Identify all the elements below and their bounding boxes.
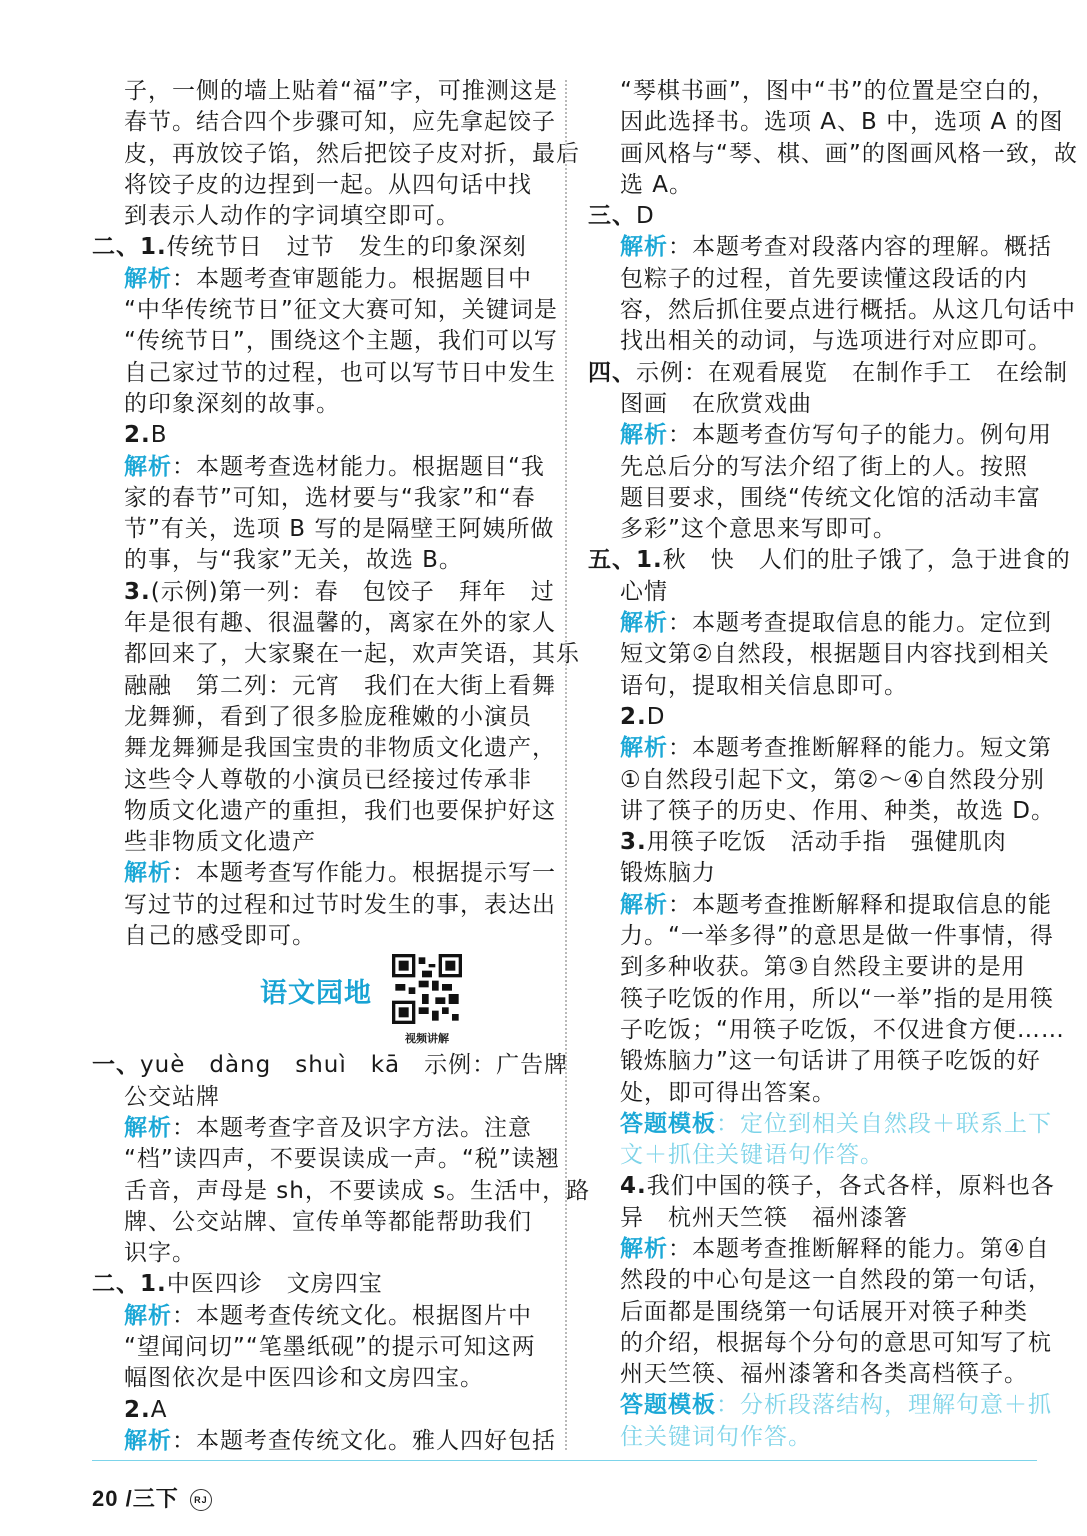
text-line [92,733,556,764]
line-text: 识字。 [124,1240,196,1267]
text-line [92,1332,542,1363]
line-text: 筷子吃饭的作用，所以“一举”指的是用筷 [620,985,1054,1012]
text-line [588,1109,1052,1140]
line-text: 州天竺筷、福州漆箸和各类高档筷子。 [620,1361,1028,1388]
text-line [92,1426,556,1457]
line-text: “档”读四声，不要误读成一声。“税”读翘 [124,1146,560,1173]
right-column [588,76,1078,1453]
analysis-label: 解析 [620,234,668,261]
text-line [92,890,556,921]
text-line [588,1265,1052,1296]
text-line [588,201,1040,232]
text-line [92,1144,560,1175]
line-text: 家的春节”可知，选材要与“我家”和“春 [124,484,536,511]
line-text: 画风格与“琴、棋、画”的图画风格一致，故 [620,140,1078,167]
text-line [92,1082,542,1113]
grade-label: /三下 [125,1486,179,1511]
text-line [588,1297,1040,1328]
line-text: 的事，与“我家”无关，故选 B。 [124,547,463,574]
line-text: 春节。结合四个步骤可知，应先拿起饺子 [124,109,556,136]
text-line [92,608,556,639]
line-text: “中华传统节日”征文大赛可知，关键词是 [124,297,558,324]
line-text: 因此选择书。选项 A、B 中，选项 A 的图 [620,109,1064,136]
line-text: ①自然段引起下文，第②～④自然段分别 [620,766,1045,793]
edition-badge: RJ [190,1489,212,1511]
line-text: ：本题考查提取信息的能力。定位到 [668,610,1052,637]
line-text: ：本题考查字音及识字方法。注意 [172,1114,532,1141]
text-line [92,765,542,796]
line-text: 题目要求，围绕“传统文化馆的活动丰富 [620,484,1041,511]
analysis-label: 解析 [124,1302,172,1329]
text-line [588,827,1040,858]
text-line [588,1422,1040,1453]
line-text: 选 A。 [620,171,694,198]
text-line [588,765,1045,796]
text-line [92,76,558,107]
text-line [92,1113,542,1144]
line-text: 多彩”这个意思来写即可。 [620,516,897,543]
line-text: “望闻问切”“笔墨纸砚”的提示可知这两 [124,1333,536,1360]
text-line [588,1171,1055,1202]
line-text: ：本题考查推断解释和提取信息的能 [668,891,1052,918]
text-line [588,1359,1040,1390]
left-column [92,76,591,1457]
line-text: 示例：在观看展览 在制作手工 在绘制 [636,359,1068,386]
text-line [588,1046,1040,1077]
text-line [92,639,580,670]
text-line [588,1078,1040,1109]
line-text: “琴棋书画”，图中“书”的位置是空白的， [620,78,1056,104]
line-text: 住关键词句作答。 [620,1423,812,1450]
line-text: ：本题考查传统文化。雅人四好包括 [172,1427,556,1454]
text-line [588,1203,1040,1234]
text-line [588,139,1078,170]
template-label: 答题模板 [620,1392,716,1419]
line-text: 舌音，声母是 sh，不要读成 s。生活中，路 [124,1177,591,1204]
text-line [92,577,555,608]
line-text: 然段的中心句是这一自然段的第一句话， [620,1267,1052,1294]
line-text: ：本题考查对段落内容的理解。概括 [668,234,1052,261]
text-line [588,264,1040,295]
text-line [92,1363,542,1394]
line-text: 年是很有趣、很温馨的，离家在外的家人 [124,610,556,637]
line-text: 节”有关，选项 B 写的是隔壁王阿姨所做 [124,516,555,543]
line-text: 语句，提取相关信息即可。 [620,672,908,699]
item-marker: 2. [620,703,647,730]
line-text: ：分析段落结构，理解句意＋抓 [716,1392,1052,1419]
line-text: 心情 [620,578,668,605]
line-text: 写过节的过程和过节时发生的事，表达出 [124,891,556,918]
line-text: 容，然后抓住要点进行概括。从这几句话中 [620,297,1076,324]
analysis-label: 解析 [620,1235,668,1262]
text-line [588,796,1056,827]
section-title: 语文园地 [260,978,372,1010]
line-text: 文＋抓住关键语句作答。 [620,1142,884,1169]
text-line [92,1050,569,1081]
text-line [588,295,1076,326]
text-line [588,483,1040,514]
text-line [588,420,1052,451]
text-line [92,827,542,858]
line-text: 些非物质文化遗产 [124,829,316,856]
line-text: 的介绍，根据每个分句的意思可知写了杭 [620,1329,1052,1356]
text-line [588,984,1054,1015]
text-line [588,107,1064,138]
text-line [92,139,580,170]
text-line [92,452,545,483]
text-line [588,326,1052,357]
line-text: 自己的感受即可。 [124,923,316,950]
text-line [92,671,556,702]
analysis-label: 解析 [124,1427,172,1454]
text-line [588,1328,1052,1359]
page-footer [92,1482,212,1513]
text-line [588,545,1071,576]
line-text: B [150,422,168,449]
item-marker: 3. [620,829,647,856]
analysis-label: 解析 [620,610,668,637]
text-line [588,389,1040,420]
text-line [588,952,1040,983]
line-text: ：本题考查推断解释的能力。短文第 [668,735,1052,762]
text-line [588,232,1052,263]
line-text: 物质文化遗产的重担，我们也要保护好这 [124,797,556,824]
line-text: 中医四诊 文房四宝 [166,1271,383,1298]
text-line [92,264,542,295]
column-divider [565,80,567,1450]
item-marker: 一、 [92,1052,140,1079]
line-text: A [150,1396,168,1423]
text-line [92,545,542,576]
text-line [92,1176,591,1207]
text-line [92,1395,542,1426]
text-line [92,921,542,952]
line-text: 秋 快 人们的肚子饿了，急于进食的 [662,547,1071,574]
line-text: 舞龙舞狮是我国宝贵的非物质文化遗产， [124,735,556,762]
qr-code-icon[interactable] [392,954,462,1024]
text-line [92,702,542,733]
text-line [92,796,556,827]
text-line [92,1269,542,1300]
line-text: 用筷子吃饭 活动手指 强健肌肉 [646,829,1007,856]
line-text: 我们中国的筷子，各式各样，原料也各 [646,1173,1055,1200]
text-line [92,201,542,232]
text-line [588,858,1040,889]
line-text: 处，即可得出答案。 [620,1079,836,1106]
line-text: 到多种收获。第③自然段主要讲的是用 [620,954,1026,981]
item-marker: 五、1. [588,547,663,574]
qr-caption: 视频讲解 [405,1032,449,1046]
line-text: ：本题考查审题能力。根据题目中 [172,265,532,292]
line-text: D [636,203,655,230]
line-text: 子，一侧的墙上贴着“福”字，可推测这是 [124,78,558,104]
line-text: 传统节日 过节 发生的印象深刻 [166,234,527,261]
text-line [92,1238,542,1269]
line-text: ：本题考查选材能力。根据题目“我 [172,453,545,480]
line-text: D [646,703,666,730]
text-line [588,639,1050,670]
line-text: 融融 第二列：元宵 我们在大街上看舞 [124,672,556,699]
line-text: 这些令人尊敬的小演员已经接过传承非 [124,766,532,793]
line-text: 龙舞狮，看到了很多脸庞稚嫩的小演员 [124,703,532,730]
template-label: 答题模板 [620,1110,716,1137]
line-text: 的印象深刻的故事。 [124,390,340,417]
line-text: ：本题考查写作能力。根据提示写一 [172,860,556,887]
text-line [92,389,542,420]
line-text: 幅图依次是中医四诊和文房四宝。 [124,1365,484,1392]
line-text: 皮，再放饺子馅，然后把饺子皮对折，最后 [124,140,580,167]
item-marker: 2. [124,1396,151,1423]
line-text: (示例)第一列：春 包饺子 拜年 过 [150,578,555,605]
line-text: ：定位到相关自然段＋联系上下 [716,1110,1052,1137]
text-line [588,514,1040,545]
text-line [588,890,1052,921]
text-line [588,608,1052,639]
item-marker: 2. [124,422,151,449]
text-line [588,577,1040,608]
line-text: 异 杭州天竺筷 福州漆箸 [620,1204,908,1231]
text-line [588,733,1052,764]
line-text: ：本题考查推断解释的能力。第④自 [668,1235,1050,1262]
text-line [92,514,555,545]
analysis-label: 解析 [620,735,668,762]
text-line [588,921,1054,952]
line-text: 先总后分的写法介绍了街上的人。按照 [620,453,1028,480]
text-line [588,358,1068,389]
text-line [588,170,1040,201]
line-text: 讲了筷子的历史、作用、种类，故选 D。 [620,797,1056,824]
text-line [92,1301,542,1332]
text-line [92,858,556,889]
analysis-label: 解析 [124,265,172,292]
line-text: 锻炼脑力 [620,860,716,887]
line-text: ：本题考查传统文化。根据图片中 [172,1302,532,1329]
text-line [588,1015,1065,1046]
text-line [588,671,1040,702]
text-line [588,1140,1040,1171]
line-text: 短文第②自然段，根据题目内容找到相关 [620,641,1050,668]
line-text: 力。“一举多得”的意思是做一件事情，得 [620,923,1054,950]
analysis-label: 解析 [620,422,668,449]
text-line [588,452,1040,483]
item-marker: 四、 [588,359,636,386]
item-marker: 3. [124,578,151,605]
text-line [588,1390,1052,1421]
text-line [92,107,556,138]
line-text: 到表示人动作的字词填空即可。 [124,203,460,230]
item-marker: 二、1. [92,1271,167,1298]
line-text: yuè dàng shuì kā 示例：广告牌 [140,1052,569,1079]
text-line [588,702,1040,733]
footer-rule [92,1460,1037,1461]
text-line [588,1234,1050,1265]
line-text: ：本题考查仿写句子的能力。例句用 [668,422,1052,449]
line-text: 自己家过节的过程，也可以写节日中发生 [124,359,556,386]
line-text: “传统节日”，围绕这个主题，我们可以写 [124,328,558,355]
item-marker: 三、 [588,203,636,230]
section-header [92,952,542,1050]
line-text: 子吃饭；“用筷子吃饭，不仅进食方便…… [620,1016,1065,1043]
text-line [92,1207,542,1238]
item-marker: 4. [620,1173,647,1200]
item-marker: 二、1. [92,234,167,261]
line-text: 锻炼脑力”这一句话讲了用筷子吃饭的好 [620,1048,1041,1075]
text-line [92,326,558,357]
line-text: 找出相关的动词，与选项进行对应即可。 [620,328,1052,355]
line-text: 将饺子皮的边捏到一起。从四句话中找 [124,171,532,198]
line-text: 牌、公交站牌、宣传单等都能帮助我们 [124,1208,532,1235]
line-text: 都回来了，大家聚在一起，欢声笑语，其乐 [124,641,580,668]
analysis-label: 解析 [124,860,172,887]
text-line [92,483,542,514]
text-line [92,358,556,389]
text-line [588,76,1056,107]
text-line [92,232,542,263]
analysis-label: 解析 [124,1114,172,1141]
line-text: 后面都是围绕第一句话展开对筷子种类 [620,1298,1028,1325]
text-line [92,295,558,326]
page-number: 20 [92,1486,119,1511]
analysis-label: 解析 [620,891,668,918]
line-text: 包粽子的过程，首先要读懂这段话的内 [620,265,1028,292]
text-line [92,170,542,201]
line-text: 公交站牌 [124,1083,220,1110]
analysis-label: 解析 [124,453,172,480]
text-line [92,420,542,451]
line-text: 图画 在欣赏戏曲 [620,390,812,417]
